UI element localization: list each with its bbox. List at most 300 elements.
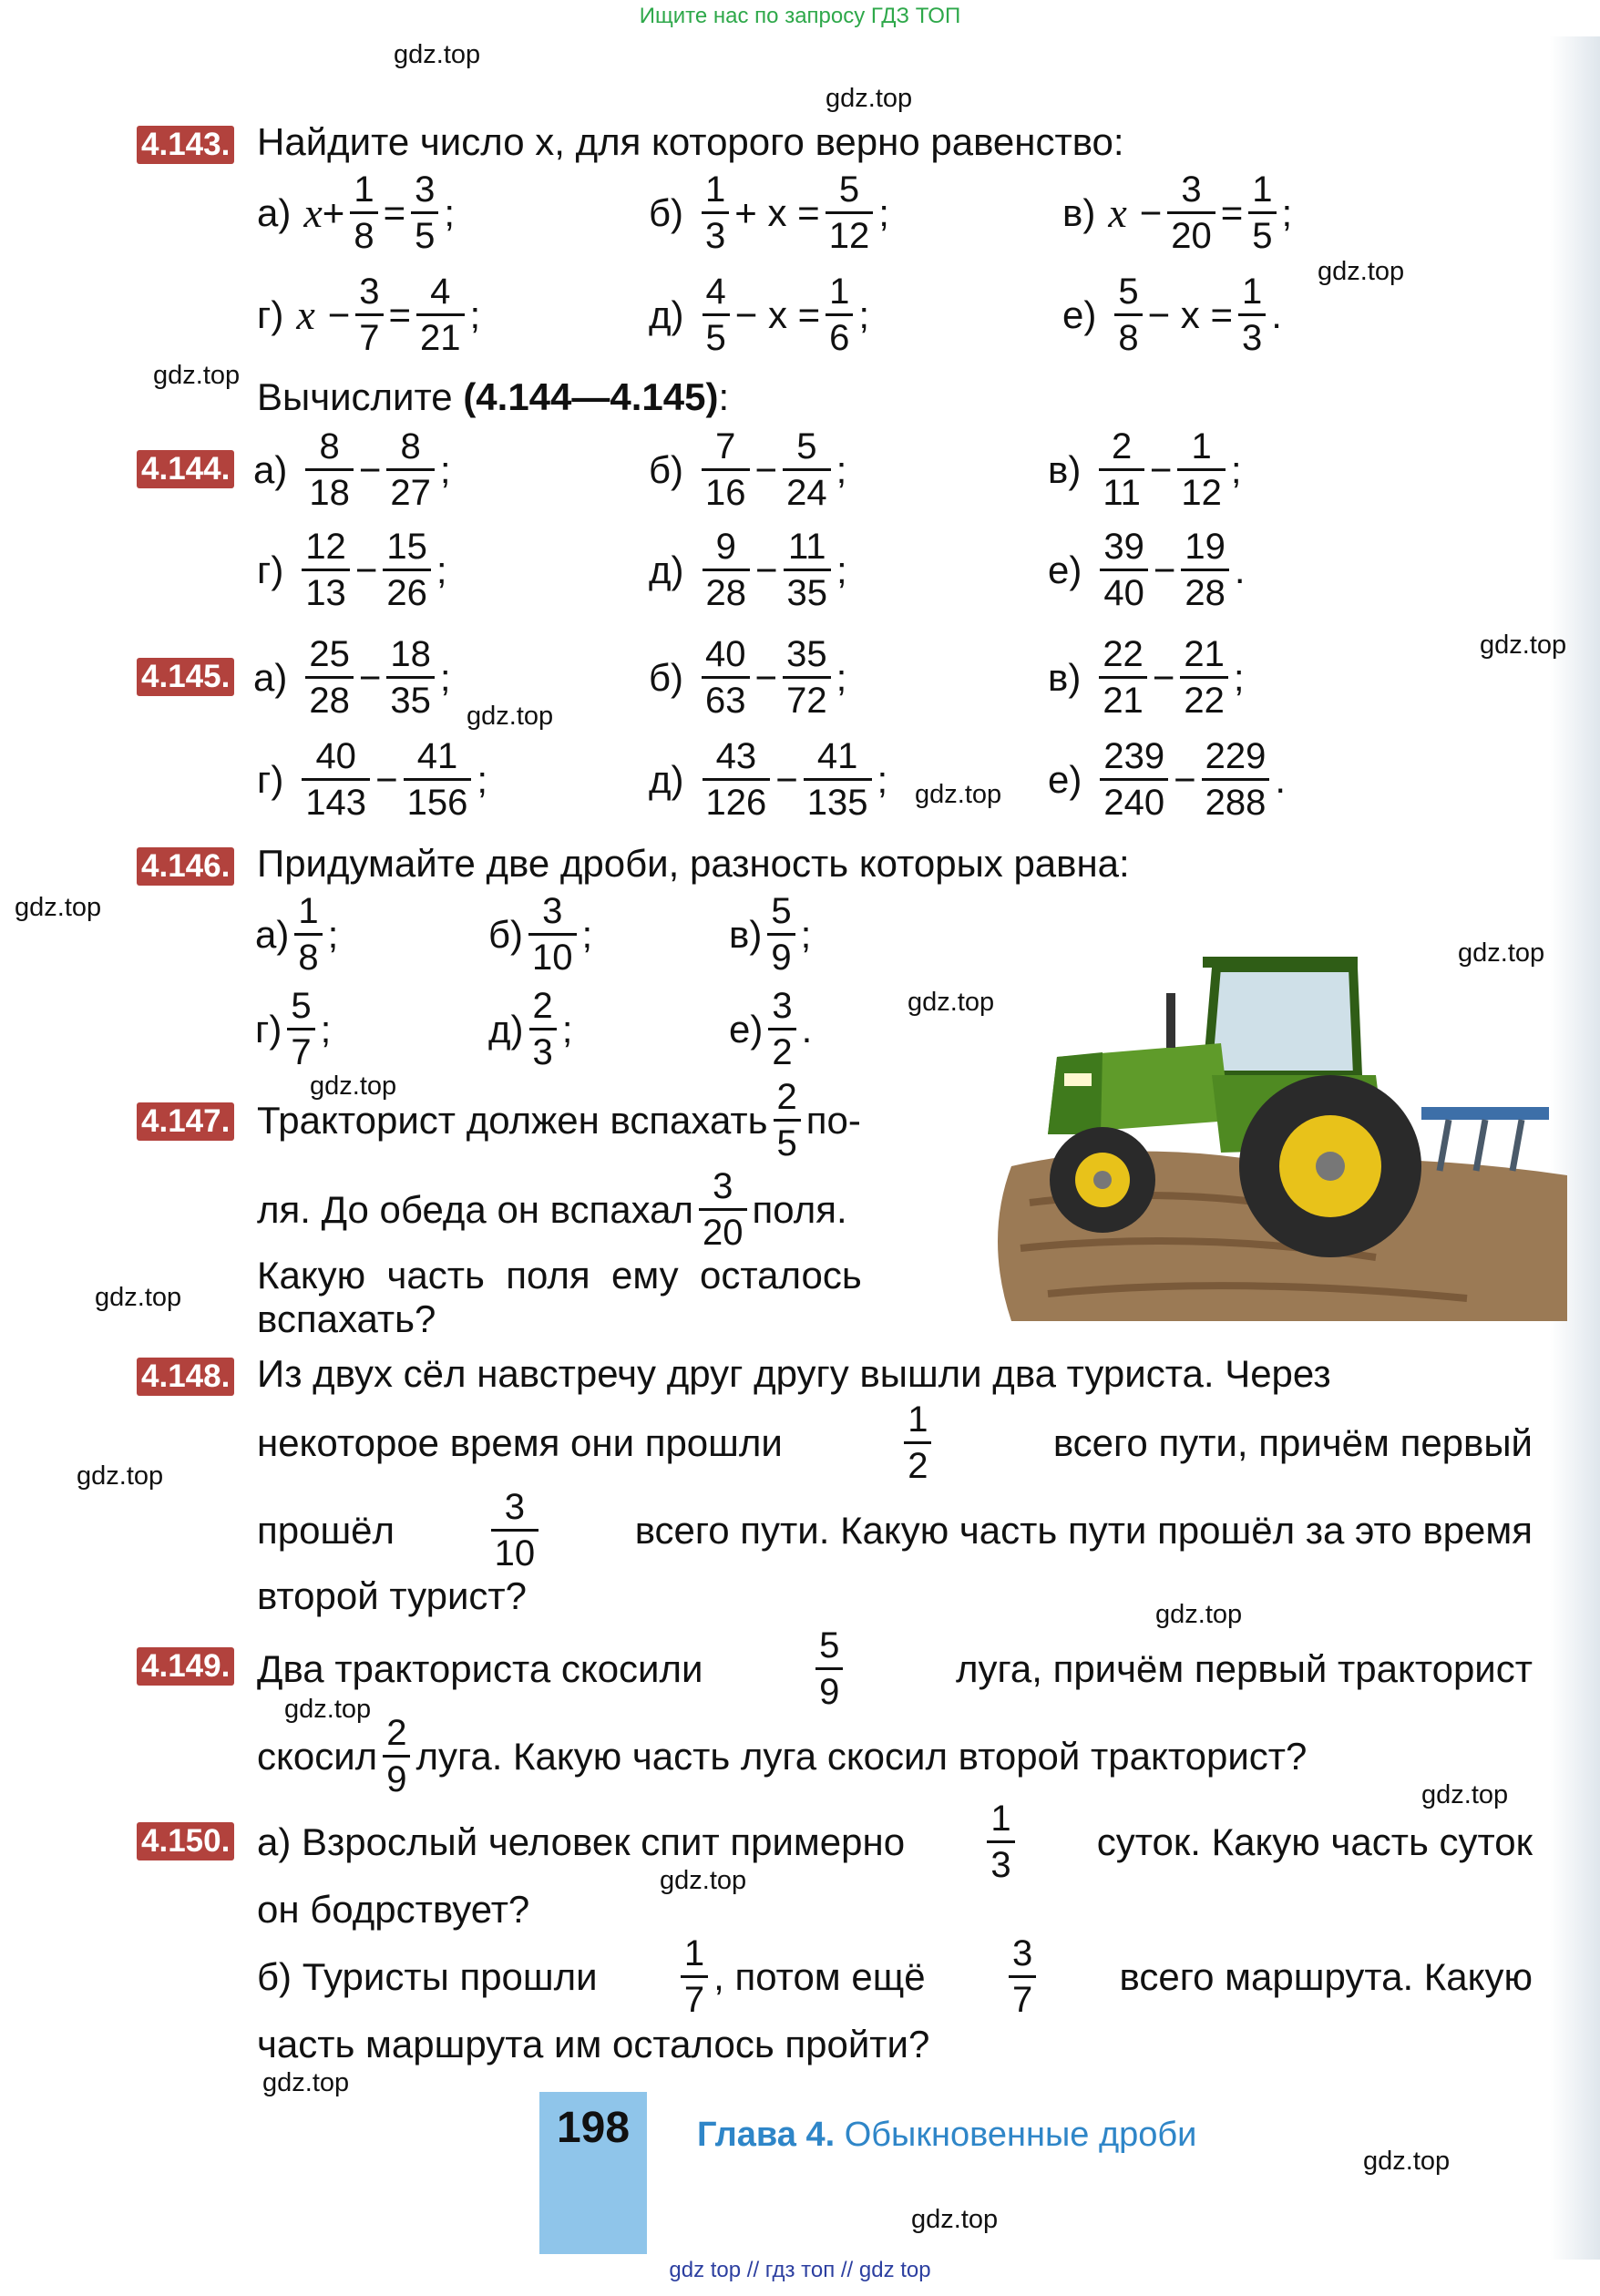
punctuation: .	[1275, 757, 1287, 801]
numerator: 7	[715, 426, 736, 466]
fraction	[404, 734, 472, 825]
equation-item	[257, 270, 480, 360]
numerator: 5	[796, 426, 817, 466]
item-label: а)	[255, 912, 290, 956]
denominator: 3	[702, 211, 729, 258]
text-line: Какую часть поля ему осталось	[257, 1254, 862, 1297]
text-line: второй турист?	[257, 1574, 528, 1617]
denominator: 12	[1177, 468, 1226, 515]
fraction	[826, 270, 853, 360]
punctuation: ;	[836, 655, 847, 699]
denominator: 5	[411, 211, 438, 258]
punctuation: ;	[1233, 655, 1245, 699]
fraction	[1177, 425, 1226, 515]
numerator: 1	[908, 1399, 928, 1440]
operator: =	[388, 292, 412, 336]
item-label: в)	[1048, 447, 1082, 491]
numerator: 1	[683, 1933, 705, 1973]
text: скосил	[257, 1734, 378, 1778]
text: по-	[805, 1098, 861, 1142]
fraction	[1202, 734, 1270, 825]
item-label: е)	[1062, 292, 1097, 336]
denominator: 2	[768, 1028, 795, 1074]
fraction	[826, 168, 874, 258]
fraction	[355, 270, 383, 360]
fraction	[1100, 734, 1168, 825]
equation-item	[649, 168, 889, 258]
denominator: 5	[1248, 211, 1276, 258]
fraction	[1099, 632, 1147, 723]
numerator: 1	[990, 1799, 1011, 1839]
item-label: е)	[1048, 757, 1082, 801]
denominator: 13	[302, 569, 350, 615]
denominator: 240	[1100, 778, 1168, 825]
difference-item: б) $\frac{7}{16}$ − $\frac{5}{24}$ ;	[649, 426, 847, 513]
operator: − x =	[734, 292, 821, 336]
item-label: в)	[1062, 190, 1096, 234]
numerator: 11	[788, 527, 826, 567]
operator: + x =	[734, 190, 820, 234]
numerator: 22	[1103, 634, 1144, 674]
denominator: 7	[287, 1028, 314, 1074]
fraction-item	[488, 889, 592, 979]
fraction-item	[255, 889, 338, 979]
numerator: 3	[772, 986, 793, 1026]
fraction	[681, 1932, 708, 2022]
fraction	[904, 1398, 931, 1488]
fraction	[1181, 525, 1229, 615]
numerator: 8	[319, 426, 340, 466]
fraction	[702, 632, 750, 723]
equation-item	[649, 270, 869, 360]
fraction	[703, 270, 730, 360]
punctuation: ;	[877, 757, 888, 801]
denominator: 11	[1099, 468, 1144, 515]
equation-item	[1062, 168, 1292, 258]
denominator: 35	[386, 676, 435, 723]
numerator: 239	[1103, 736, 1165, 776]
numerator: 40	[315, 736, 356, 776]
text: некоторое время они прошли	[257, 1420, 783, 1464]
fraction	[1099, 425, 1144, 515]
watermark: gdz.top	[911, 2205, 999, 2234]
denominator: 20	[1167, 211, 1215, 258]
watermark: gdz.top	[467, 702, 554, 731]
denominator: 35	[784, 569, 832, 615]
numerator: 19	[1185, 527, 1226, 567]
denominator: 21	[1099, 676, 1147, 723]
fraction	[305, 425, 354, 515]
fraction	[383, 1711, 410, 1801]
heading-range: (4.144—4.145)	[463, 375, 719, 418]
text-line	[257, 1624, 1533, 1714]
denominator: 7	[681, 1975, 708, 2022]
denominator: 27	[386, 468, 435, 515]
item-label: а)	[257, 190, 292, 234]
fraction	[1238, 270, 1266, 360]
fraction	[1114, 270, 1142, 360]
denominator: 7	[1009, 1975, 1036, 2022]
exercise-title: Найдите число x, для которого верно равенство:	[257, 120, 1124, 163]
watermark: gdz.top	[95, 1283, 182, 1312]
watermark: gdz.top	[262, 2068, 350, 2097]
numerator: 21	[1184, 634, 1225, 674]
text: всего маршрута. Какую	[1119, 1954, 1533, 1998]
fraction	[774, 1075, 801, 1165]
denominator: 40	[1100, 569, 1148, 615]
numerator: 2	[386, 1713, 407, 1753]
text: ля. До обеда он вспахал	[257, 1187, 694, 1231]
numerator: 1	[1252, 169, 1273, 210]
cab-window	[1207, 968, 1358, 1075]
punctuation: ;	[878, 190, 889, 234]
fraction	[703, 525, 751, 615]
numerator: 4	[430, 272, 451, 312]
punctuation: ;	[320, 1007, 332, 1051]
fraction	[703, 734, 771, 825]
item-label: д)	[649, 548, 684, 591]
difference-item: б) $\frac{40}{63}$ − $\frac{35}{72}$ ;	[649, 634, 847, 721]
numerator: 5	[1118, 272, 1139, 312]
headlight	[1064, 1073, 1092, 1086]
fraction	[528, 889, 577, 979]
numerator: 3	[415, 169, 436, 210]
fraction	[783, 425, 831, 515]
numerator: 3	[542, 891, 563, 931]
denominator: 288	[1202, 778, 1270, 825]
fraction	[302, 734, 370, 825]
numerator: 25	[309, 634, 350, 674]
denominator: 28	[1181, 569, 1229, 615]
numerator: 43	[715, 736, 757, 776]
numerator: 1	[354, 169, 374, 210]
difference-item: е) $\frac{39}{40}$ − $\frac{19}{28}$ .	[1048, 527, 1246, 613]
denominator: 126	[703, 778, 771, 825]
numerator: 2	[776, 1077, 797, 1117]
exercise-number: 4.146.	[137, 847, 234, 886]
text-line	[257, 1075, 861, 1165]
fraction	[1180, 632, 1228, 723]
text: суток. Какую часть суток	[1096, 1819, 1533, 1863]
fraction	[386, 632, 435, 723]
fraction	[305, 632, 354, 723]
item-label: г)	[257, 757, 284, 801]
equation-item	[257, 168, 455, 258]
punctuation: ;	[581, 912, 593, 956]
denominator: 28	[305, 676, 354, 723]
text: , потом ещё	[713, 1954, 926, 1998]
text: луга, причём первый тракторист	[955, 1646, 1533, 1690]
exercise-number: 4.148.	[137, 1358, 234, 1396]
punctuation: ;	[1230, 447, 1242, 491]
chapter-label: Глава 4.	[697, 2116, 836, 2154]
numerator: 35	[786, 634, 827, 674]
text: Тракторист должен вспахать	[257, 1098, 768, 1142]
watermark: gdz.top	[284, 1695, 372, 1724]
watermark: gdz.top	[1363, 2147, 1451, 2176]
fraction	[1167, 168, 1215, 258]
text: б) Туристы прошли	[257, 1954, 598, 1998]
chapter-title	[697, 2116, 1196, 2155]
denominator: 72	[783, 676, 831, 723]
denominator: 135	[804, 778, 872, 825]
numerator: 15	[386, 527, 427, 567]
punctuation: ;	[836, 447, 847, 491]
numerator: 12	[305, 527, 346, 567]
watermark: gdz.top	[915, 780, 1002, 809]
numerator: 5	[838, 169, 860, 210]
punctuation: ;	[836, 548, 847, 591]
section-heading	[257, 375, 729, 419]
punctuation: :	[718, 375, 730, 418]
item-label: д)	[649, 292, 684, 336]
item-label: д)	[488, 1007, 524, 1051]
denominator: 7	[355, 313, 383, 360]
text-line	[257, 1797, 1533, 1887]
item-label: б)	[649, 655, 684, 699]
variable: x	[1108, 190, 1127, 236]
numerator: 1	[1242, 272, 1263, 312]
numerator: 2	[532, 986, 553, 1026]
text-line	[257, 1398, 1533, 1488]
heading-text: Вычислите	[257, 375, 464, 418]
fraction	[294, 889, 322, 979]
fraction	[302, 525, 350, 615]
text-line: он бодрствует?	[257, 1888, 530, 1931]
text: всего пути. Какую часть пути прошёл за это время	[634, 1508, 1533, 1552]
denominator: 9	[383, 1755, 410, 1801]
difference-item: а) $\frac{8}{18}$ − $\frac{8}{27}$ ;	[253, 426, 451, 513]
denominator: 12	[826, 211, 874, 258]
numerator: 3	[1181, 169, 1202, 210]
watermark: gdz.top	[1318, 257, 1405, 286]
difference-item: д) $\frac{9}{28}$ − $\frac{11}{35}$ ;	[649, 527, 847, 613]
front-hub	[1093, 1171, 1112, 1189]
fraction	[783, 632, 831, 723]
numerator: 5	[819, 1625, 840, 1666]
denominator: 3	[987, 1840, 1014, 1887]
item-label: б)	[649, 447, 684, 491]
exercise-number: 4.147.	[137, 1102, 234, 1141]
punctuation: ;	[1281, 190, 1293, 234]
punctuation: ;	[800, 912, 812, 956]
denominator: 8	[350, 211, 377, 258]
watermark: gdz.top	[1458, 938, 1545, 968]
fraction	[702, 425, 750, 515]
numerator: 40	[705, 634, 746, 674]
fraction	[815, 1624, 843, 1714]
punctuation: ;	[477, 757, 488, 801]
operator: −	[1139, 190, 1163, 234]
punctuation: ;	[858, 292, 870, 336]
watermark: gdz.top	[908, 988, 995, 1017]
variable: x	[303, 190, 323, 236]
watermark: gdz.top	[660, 1866, 747, 1895]
item-label: е)	[1048, 548, 1082, 591]
text: Два тракториста скосили	[257, 1646, 703, 1690]
fraction-item	[729, 984, 812, 1074]
denominator: 3	[1238, 313, 1266, 360]
exercise-number: 4.150.	[137, 1822, 234, 1860]
denominator: 63	[702, 676, 750, 723]
denominator: 20	[699, 1208, 747, 1255]
equation-item	[1062, 270, 1282, 360]
text-line	[257, 1485, 1533, 1575]
tractor-grille	[1048, 1052, 1103, 1134]
exercise-number: 4.144.	[137, 450, 234, 488]
numerator: 1	[829, 272, 850, 312]
denominator: 24	[783, 468, 831, 515]
punctuation: ;	[439, 655, 451, 699]
denominator: 8	[294, 933, 322, 979]
numerator: 9	[715, 527, 736, 567]
fraction	[1100, 525, 1148, 615]
numerator: 229	[1205, 736, 1267, 776]
fraction	[416, 270, 465, 360]
operator: −	[327, 292, 351, 336]
numerator: 2	[1111, 426, 1133, 466]
item-label: г)	[257, 292, 284, 336]
item-label: в)	[1048, 655, 1082, 699]
rear-hub	[1316, 1152, 1345, 1181]
denominator: 9	[815, 1667, 843, 1714]
item-label: в)	[729, 912, 763, 956]
denominator: 156	[404, 778, 472, 825]
denominator: 3	[529, 1028, 557, 1074]
exercise-number: 4.149.	[137, 1647, 234, 1686]
text-line: часть маршрута им осталось пройти?	[257, 2023, 930, 2065]
numerator: 5	[771, 891, 792, 931]
exhaust-pipe	[1166, 993, 1175, 1048]
text: всего пути, причём первый	[1052, 1420, 1533, 1464]
fraction	[350, 168, 377, 258]
punctuation: ;	[561, 1007, 573, 1051]
item-label: а)	[253, 447, 288, 491]
text: луга. Какую часть луга скосил второй тракторист?	[415, 1734, 1308, 1778]
numerator: 3	[504, 1487, 525, 1527]
fraction	[699, 1164, 747, 1255]
text-line	[257, 1932, 1533, 2022]
numerator: 3	[359, 272, 380, 312]
punctuation: .	[801, 1007, 813, 1051]
denominator: 18	[305, 468, 354, 515]
operator: − x =	[1147, 292, 1234, 336]
watermark: gdz.top	[1421, 1780, 1509, 1809]
exercise-number: 4.145.	[137, 658, 234, 696]
denominator: 21	[416, 313, 465, 360]
numerator: 8	[400, 426, 421, 466]
item-label: г)	[257, 548, 284, 591]
fraction	[491, 1485, 539, 1575]
item-label: а)	[253, 655, 288, 699]
text-line: вспахать?	[257, 1297, 436, 1340]
denominator: 22	[1180, 676, 1228, 723]
punctuation: ;	[327, 912, 339, 956]
numerator: 4	[705, 272, 726, 312]
item-label: б)	[488, 912, 524, 956]
top-banner: Ищите нас по запросу ГДЗ ТОП	[639, 4, 961, 28]
text-line	[257, 1711, 1307, 1801]
fraction	[987, 1797, 1014, 1887]
denominator: 2	[904, 1441, 931, 1488]
denominator: 5	[774, 1119, 801, 1165]
numerator: 3	[713, 1166, 733, 1206]
chapter-name: Обыкновенные дроби	[835, 2116, 1197, 2154]
variable: x	[296, 292, 315, 338]
fraction	[784, 525, 832, 615]
punctuation: ;	[436, 548, 447, 591]
punctuation: ;	[439, 447, 451, 491]
numerator: 5	[291, 986, 312, 1026]
page-number: 198	[556, 2104, 631, 2152]
watermark: gdz.top	[1480, 630, 1567, 660]
numerator: 39	[1103, 527, 1144, 567]
numerator: 3	[1011, 1933, 1033, 1973]
fraction	[767, 889, 795, 979]
exercise-title: Придумайте две дроби, разность которых равна:	[257, 842, 1130, 885]
watermark: gdz.top	[77, 1461, 164, 1491]
text-line	[257, 1164, 847, 1255]
text: а) Взрослый человек спит примерно	[257, 1819, 906, 1863]
difference-item: е) $\frac{239}{240}$ − $\frac{229}{288}$ .	[1048, 736, 1287, 823]
numerator: 1	[298, 891, 319, 931]
fraction	[804, 734, 872, 825]
punctuation: ;	[444, 190, 456, 234]
watermark: gdz.top	[310, 1071, 397, 1101]
denominator: 8	[1114, 313, 1142, 360]
difference-item: д) $\frac{43}{126}$ − $\frac{41}{135}$ ;	[649, 736, 888, 823]
fraction-item	[488, 984, 572, 1074]
watermark: gdz.top	[1155, 1600, 1243, 1629]
difference-item: г) $\frac{40}{143}$ − $\frac{41}{156}$ ;	[257, 736, 488, 823]
watermark: gdz.top	[826, 84, 913, 113]
fraction	[386, 425, 435, 515]
numerator: 41	[816, 736, 858, 776]
numerator: 18	[390, 634, 431, 674]
difference-item: г) $\frac{12}{13}$ − $\frac{15}{26}$ ;	[257, 527, 447, 613]
fraction	[1009, 1932, 1036, 2022]
fraction	[702, 168, 729, 258]
denominator: 143	[302, 778, 370, 825]
fraction	[383, 525, 431, 615]
text: поля.	[752, 1187, 847, 1231]
tractor-illustration	[993, 938, 1567, 1321]
item-label: г)	[255, 1007, 282, 1051]
numerator: 1	[705, 169, 726, 210]
denominator: 6	[826, 313, 853, 360]
item-label: б)	[649, 190, 684, 234]
item-label: д)	[649, 757, 684, 801]
item-label: е)	[729, 1007, 764, 1051]
punctuation: .	[1271, 292, 1282, 336]
exercise-number: 4.143.	[137, 126, 234, 164]
fraction	[768, 984, 795, 1074]
bottom-banner: gdz top // гдз топ // gdz top	[669, 2258, 931, 2282]
punctuation: ;	[469, 292, 481, 336]
fraction-item	[729, 889, 811, 979]
fraction	[287, 984, 314, 1074]
fraction	[411, 168, 438, 258]
plow-frame	[1421, 1107, 1549, 1120]
denominator: 10	[491, 1529, 539, 1575]
numerator: 41	[416, 736, 458, 776]
difference-item: в) $\frac{22}{21}$ − $\frac{21}{22}$ ;	[1048, 634, 1245, 721]
watermark: gdz.top	[153, 361, 241, 390]
operator: +	[322, 190, 345, 234]
denominator: 5	[703, 313, 730, 360]
denominator: 16	[702, 468, 750, 515]
difference-item: а) $\frac{25}{28}$ − $\frac{18}{35}$ ;	[253, 634, 451, 721]
